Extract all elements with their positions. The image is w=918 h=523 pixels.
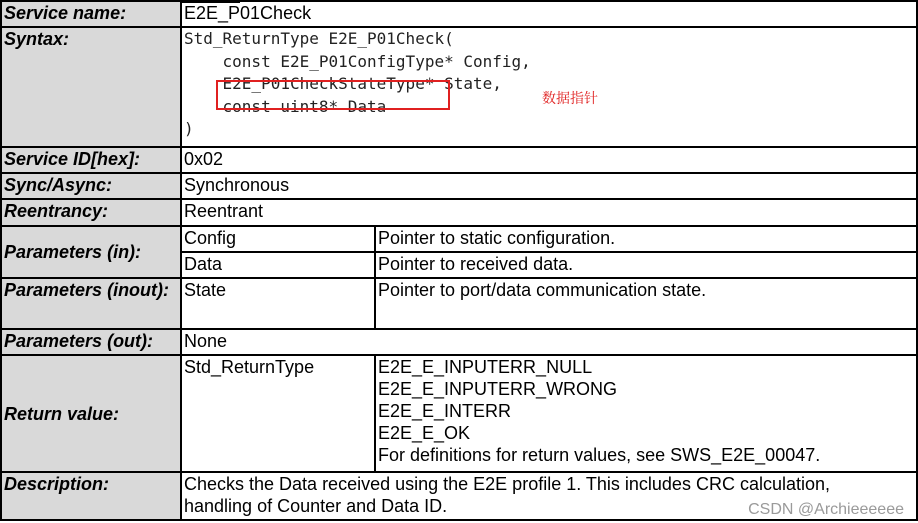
row-sync-async: [1, 173, 917, 199]
reentrancy-label: Reentrancy:: [1, 199, 181, 225]
syntax-label: Syntax:: [1, 27, 181, 146]
data-param-highlight-box: [216, 80, 450, 110]
params-out-label: Parameters (out):: [1, 329, 181, 355]
row-service-id: [1, 147, 917, 173]
return-code: E2E_E_OK: [378, 423, 471, 444]
return-code: E2E_E_INPUTERR_WRONG: [378, 379, 618, 400]
syntax-line-data-param: const uint8* Data: [184, 96, 387, 116]
params-out-value: None: [181, 329, 917, 355]
syntax-line: Std_ReturnType E2E_P01Check(: [184, 29, 454, 49]
return-code: E2E_E_INTERR: [378, 401, 512, 422]
syntax-line: const E2E_P01ConfigType* Config,: [184, 51, 531, 71]
return-note: For definitions for return values, see SWS_E2E_00047.: [378, 445, 821, 466]
row-params-inout: [1, 278, 917, 329]
data-pointer-annotation: 数据指针: [542, 91, 598, 108]
param-name: Data: [181, 252, 375, 278]
sync-async-label: Sync/Async:: [1, 173, 181, 199]
return-value-label: Return value:: [1, 355, 181, 472]
row-params-out: [1, 329, 917, 355]
syntax-line: E2E_P01CheckStateType* State,: [184, 74, 502, 94]
csdn-watermark: CSDN @Archieeeeee: [748, 501, 904, 518]
row-reentrancy: [1, 199, 917, 225]
service-name-value: E2E_P01Check: [181, 1, 917, 27]
description-line: handling of Counter and Data ID.: [184, 496, 448, 517]
return-type: Std_ReturnType: [181, 355, 375, 472]
row-syntax: [1, 27, 917, 146]
sync-async-value: Synchronous: [181, 173, 917, 199]
syntax-cell: [181, 27, 917, 146]
return-code: E2E_E_INPUTERR_NULL: [378, 357, 593, 378]
params-inout-label: Parameters (inout):: [1, 278, 181, 329]
row-service-name: [1, 1, 917, 27]
param-name: State: [181, 278, 375, 329]
description-label: Description:: [1, 472, 181, 520]
return-values-cell: [375, 355, 917, 472]
syntax-line: ): [184, 119, 194, 139]
reentrancy-value: Reentrant: [181, 199, 917, 225]
service-id-label: Service ID[hex]:: [1, 147, 181, 173]
param-desc: Pointer to port/data communication state.: [375, 278, 917, 329]
params-in-label: Parameters (in):: [1, 226, 181, 279]
param-desc: Pointer to received data.: [375, 252, 917, 278]
service-name-label: Service name:: [1, 1, 181, 27]
row-params-in-config: [1, 226, 917, 252]
param-desc: Pointer to static configuration.: [375, 226, 917, 252]
service-id-value: 0x02: [181, 147, 917, 173]
description-line: Checks the Data received using the E2E profile 1. This includes CRC calculation,: [184, 474, 830, 495]
param-name: Config: [181, 226, 375, 252]
row-return-value: [1, 355, 917, 472]
